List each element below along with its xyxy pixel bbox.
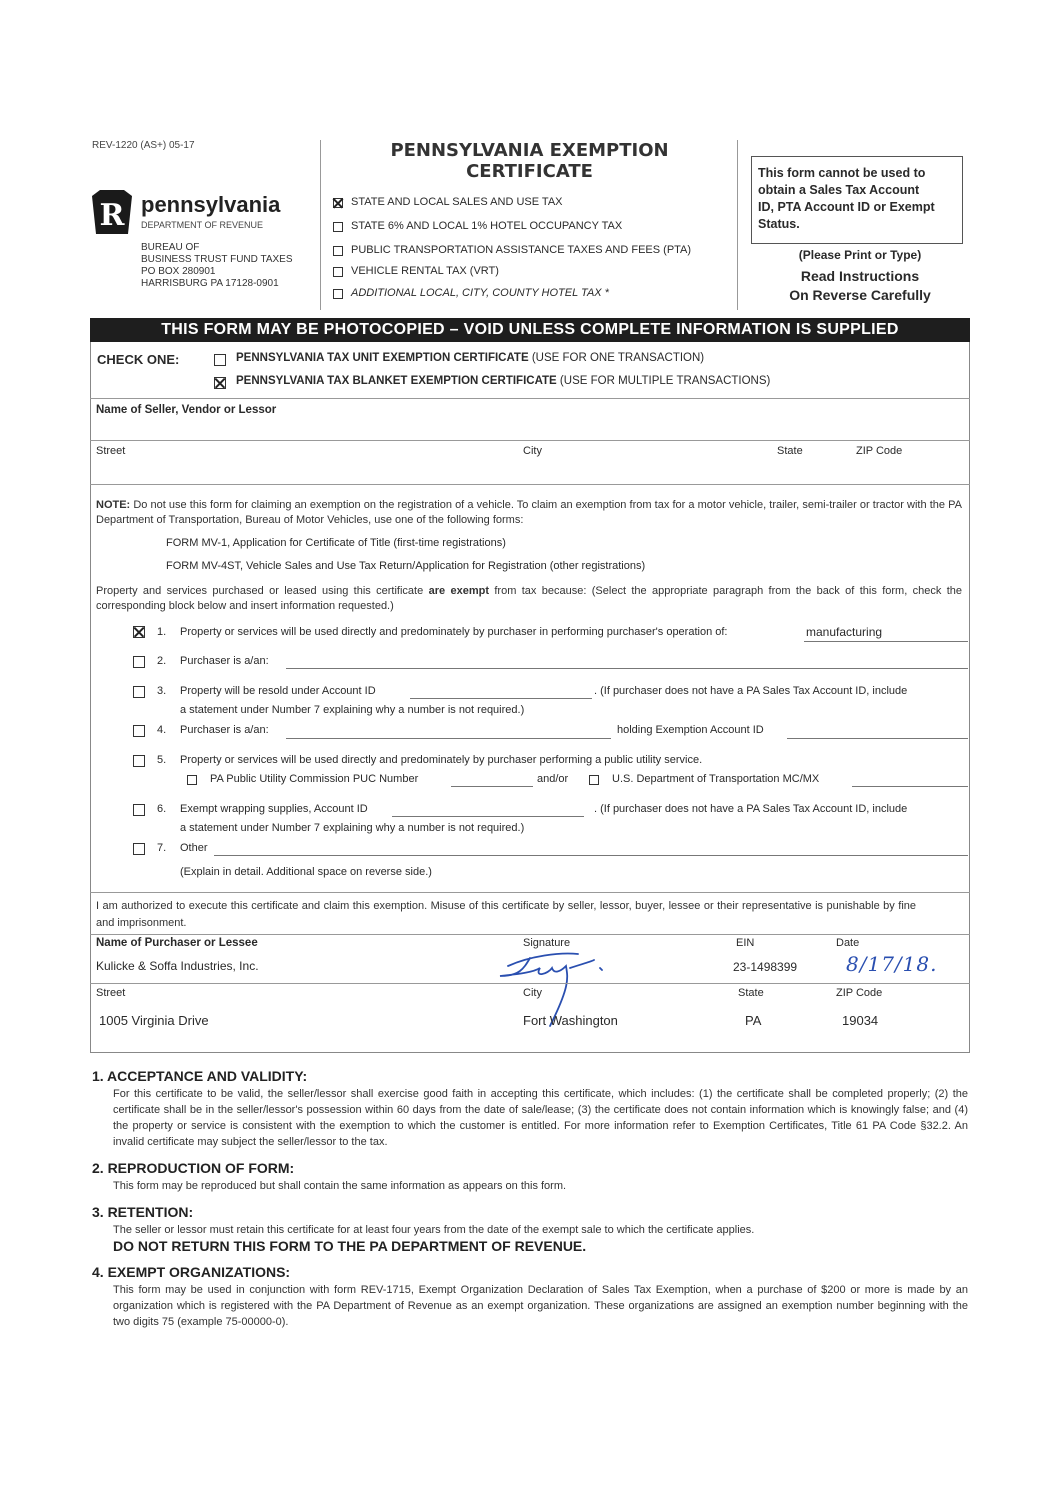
reason-4-account-input[interactable] [787, 738, 968, 739]
reason-5-usdot-checkbox[interactable] [589, 775, 599, 785]
reason-5-usdot-input[interactable] [852, 786, 968, 787]
agency-name: pennsylvania [141, 192, 281, 217]
divider [90, 484, 970, 485]
tax-type-label: ADDITIONAL LOCAL, CITY, COUNTY HOTEL TAX * [351, 287, 609, 299]
instruction-exempt-orgs [92, 1264, 968, 1330]
header-divider-right [737, 140, 738, 310]
signature-label: Signature [523, 937, 571, 949]
notice-box: This form cannot be used to obtain a Sales Tax Account ID, PTA Account ID or Exempt Status. [751, 156, 963, 244]
seller-state-label: State [777, 445, 803, 457]
divider [90, 934, 970, 935]
do-not-return-warning: DO NOT RETURN THIS FORM TO THE PA DEPARTMENT OF REVENUE. [113, 1238, 587, 1254]
seller-address-field[interactable] [90, 458, 970, 484]
seller-zip-label: ZIP Code [856, 445, 903, 457]
unit-certificate-label: PENNSYLVANIA TAX UNIT EXEMPTION CERTIFICATE (USE FOR ONE TRANSACTION) [236, 352, 705, 364]
purchaser-name-label: Name of Purchaser or Lessee [96, 937, 258, 949]
read-note-2: On Reverse Carefully [789, 287, 931, 303]
seller-name-field[interactable] [90, 404, 970, 440]
header-divider-left [320, 140, 321, 310]
seller-name-label: Name of Seller, Vendor or Lessor [96, 404, 277, 416]
exemption-intro: Property and services purchased or leased using this certificate are exempt from tax because: (Select the appropriate paragraph from the back of this form, check the corresponding block below and insert information requested.) [96, 585, 963, 612]
tax-type-checkbox-pta[interactable] [333, 246, 343, 256]
instruction-title: 2. REPRODUCTION OF FORM: [92, 1160, 295, 1176]
reason-7-input[interactable] [214, 855, 968, 856]
purchaser-street-label: Street [96, 987, 126, 999]
reason-4-number: 4. [157, 724, 167, 736]
instruction-body: This form may be reproduced but shall contain the same information as appears on this form. [113, 1180, 567, 1192]
divider [90, 892, 970, 893]
instruction-body: The seller or lessor must retain this certificate for at least four years from the date of the exempt sale to which the certificate applies. [113, 1224, 755, 1236]
divider [90, 983, 970, 984]
reason-1-value[interactable]: manufacturing [806, 625, 883, 639]
read-note-1: Read Instructions [800, 268, 920, 284]
reason-7-checkbox[interactable] [133, 843, 145, 855]
reason-3-number: 3. [157, 685, 167, 697]
authorization-statement: I am authorized to execute this certificate and claim this exemption. Misuse of this certificate by seller, lessor, buyer, lessee or their representative is punishable by fine and imprisonment. [96, 900, 916, 929]
note-form-mv1: FORM MV-1, Application for Certificate of Title (first-time registrations) [166, 537, 506, 549]
ein-label: EIN [736, 937, 755, 949]
divider [90, 398, 970, 399]
reason-4-checkbox[interactable] [133, 725, 145, 737]
ein-value[interactable]: 23-1498399 [733, 960, 798, 974]
instruction-title: 3. RETENTION: [92, 1204, 194, 1220]
tax-type-checkbox-hotel[interactable] [333, 222, 343, 232]
reason-3-account-input[interactable] [410, 698, 592, 699]
vehicle-note: NOTE: Do not use this form for claiming an exemption on the registration of a vehicle. To claim an exemption from tax for a motor vehicle, trailer, semi-trailer or tractor with the PA Department of Transportation, Bureau of Motor Vehicles, use one of the following forms: [96, 499, 962, 526]
reason-7-explain: (Explain in detail. Additional space on reverse side.) [180, 866, 432, 878]
blanket-certificate-label: PENNSYLVANIA TAX BLANKET EXEMPTION CERTIFICATE (USE FOR MULTIPLE TRANSACTIONS) [236, 375, 771, 387]
reason-5-puc-label: PA Public Utility Commission PUC Number [210, 773, 419, 785]
tax-type-label: STATE AND LOCAL SALES AND USE TAX [351, 196, 563, 208]
reason-7-number: 7. [157, 842, 167, 854]
reason-5-puc-input[interactable] [451, 786, 533, 787]
reason-6-text: Exempt wrapping supplies, Account ID [180, 803, 368, 815]
reason-2-checkbox[interactable] [133, 656, 145, 668]
reason-6-text-c: a statement under Number 7 explaining why a number is not required.) [180, 822, 525, 834]
reason-5-number: 5. [157, 754, 167, 766]
reason-1-line [804, 641, 968, 642]
reason-2-input[interactable] [286, 668, 968, 669]
tax-type-label: PUBLIC TRANSPORTATION ASSISTANCE TAXES AND FEES (PTA) [351, 244, 692, 256]
tax-type-checkbox-local-hotel[interactable] [333, 289, 343, 299]
reason-5-puc-checkbox[interactable] [187, 775, 197, 785]
purchaser-state[interactable]: PA [745, 1013, 762, 1028]
reason-4-text: Purchaser is a/an: [180, 724, 269, 736]
tax-type-checkbox-vrt[interactable] [333, 267, 343, 277]
reason-5-andor: and/or [537, 773, 569, 785]
date-label: Date [836, 937, 860, 949]
print-note: (Please Print or Type) [798, 248, 922, 262]
svg-text:R: R [99, 198, 125, 233]
reason-6-number: 6. [157, 803, 167, 815]
keystone-logo-icon [92, 190, 132, 234]
instruction-reproduction [92, 1160, 968, 1194]
tax-type-checkbox-sales-use[interactable] [333, 198, 343, 208]
reason-3-text: Property will be resold under Account ID [180, 685, 376, 697]
instruction-body: This form may be used in conjunction with form REV-1715, Exempt Organization Declaration of Sales Tax Exemption, when a purchase of $200 or more is made by an organization which is registered with the PA Department of Revenue as an exempt organization. These organizations are assigned an exemption number beginning with the two digits 75 (example 75-00000-0). [113, 1284, 968, 1328]
reason-1-checkbox[interactable] [133, 626, 145, 638]
seller-street-label: Street [96, 445, 126, 457]
reason-6-account-input[interactable] [392, 816, 584, 817]
form-id: REV-1220 (AS+) 05-17 [92, 140, 195, 151]
reason-5-text: Property or services will be used directly and predominately by purchaser performing a public utility service. [180, 754, 703, 766]
reason-2-number: 2. [157, 655, 167, 667]
instruction-retention [92, 1204, 968, 1254]
tax-type-label: STATE 6% AND LOCAL 1% HOTEL OCCUPANCY TAX [351, 220, 623, 232]
reason-5-usdot-label: U.S. Department of Transportation MC/MX [612, 773, 820, 785]
tax-type-label: VEHICLE RENTAL TAX (VRT) [351, 265, 499, 277]
reason-4-text-b: holding Exemption Account ID [617, 724, 764, 736]
purchaser-city-label: City [523, 987, 542, 999]
reason-3-text-c: a statement under Number 7 explaining why a number is not required.) [180, 704, 525, 716]
unit-certificate-checkbox[interactable] [214, 354, 226, 366]
instruction-acceptance [92, 1068, 968, 1150]
instruction-title: 4. EXEMPT ORGANIZATIONS: [92, 1264, 291, 1280]
instruction-title: 1. ACCEPTANCE AND VALIDITY: [92, 1068, 308, 1084]
reason-3-checkbox[interactable] [133, 686, 145, 698]
purchaser-zip-label: ZIP Code [836, 987, 883, 999]
reason-1-text: Property or services will be used directly and predominately by purchaser in performing purchaser's operation of: [180, 626, 728, 638]
purchaser-zip[interactable]: 19034 [842, 1013, 879, 1028]
divider [90, 440, 970, 441]
reason-1-number: 1. [157, 626, 167, 638]
reason-6-checkbox[interactable] [133, 804, 145, 816]
purchaser-name[interactable]: Kulicke & Soffa Industries, Inc. [96, 959, 259, 973]
reason-6-text-b: . (If purchaser does not have a PA Sales Tax Account ID, include [594, 803, 908, 815]
date-value[interactable]: 8/17/18. [846, 952, 938, 976]
note-form-mv4st: FORM MV-4ST, Vehicle Sales and Use Tax Return/Application for Registration (other registrations) [166, 560, 646, 572]
reason-3-text-b: . (If purchaser does not have a PA Sales Tax Account ID, include [594, 685, 908, 697]
reason-7-text: Other [180, 842, 208, 854]
instruction-body: For this certificate to be valid, the seller/lessor shall exercise good faith in accepting this certificate, which includes: (1) the certificate shall be completed properly; (2) the certificate shall be in the seller/lessor's possession within 60 days from the date of sale/lease; (3) the certificate does not contain information which is knowingly false; and (4) the property or service is consistent with the exemption to which the customer is entitled. For more information refer to Exemption Certificates, Title 61 PA Code §32.2. An invalid certificate may subject the seller/lessor to the tax. [113, 1088, 968, 1148]
blanket-certificate-checkbox[interactable] [214, 377, 226, 389]
purchaser-street[interactable]: 1005 Virginia Drive [99, 1013, 209, 1028]
purchaser-state-label: State [738, 987, 764, 999]
instructions [92, 1068, 968, 1330]
reason-4-type-input[interactable] [286, 738, 611, 739]
reason-5-checkbox[interactable] [133, 755, 145, 767]
page-title: PENNSYLVANIA EXEMPTION CERTIFICATE [390, 140, 669, 182]
agency-department: DEPARTMENT OF REVENUE [141, 220, 264, 230]
seller-city-label: City [523, 445, 542, 457]
agency-address: BUREAU OF BUSINESS TRUST FUND TAXES PO BOX 280901 HARRISBURG PA 17128-0901 [141, 242, 293, 289]
reason-2-text: Purchaser is a/an: [180, 655, 269, 667]
purchaser-city[interactable]: Fort Washington [523, 1013, 618, 1028]
check-one-label: CHECK ONE: [97, 352, 180, 367]
photocopy-banner: THIS FORM MAY BE PHOTOCOPIED – VOID UNLESS COMPLETE INFORMATION IS SUPPLIED [90, 318, 970, 342]
